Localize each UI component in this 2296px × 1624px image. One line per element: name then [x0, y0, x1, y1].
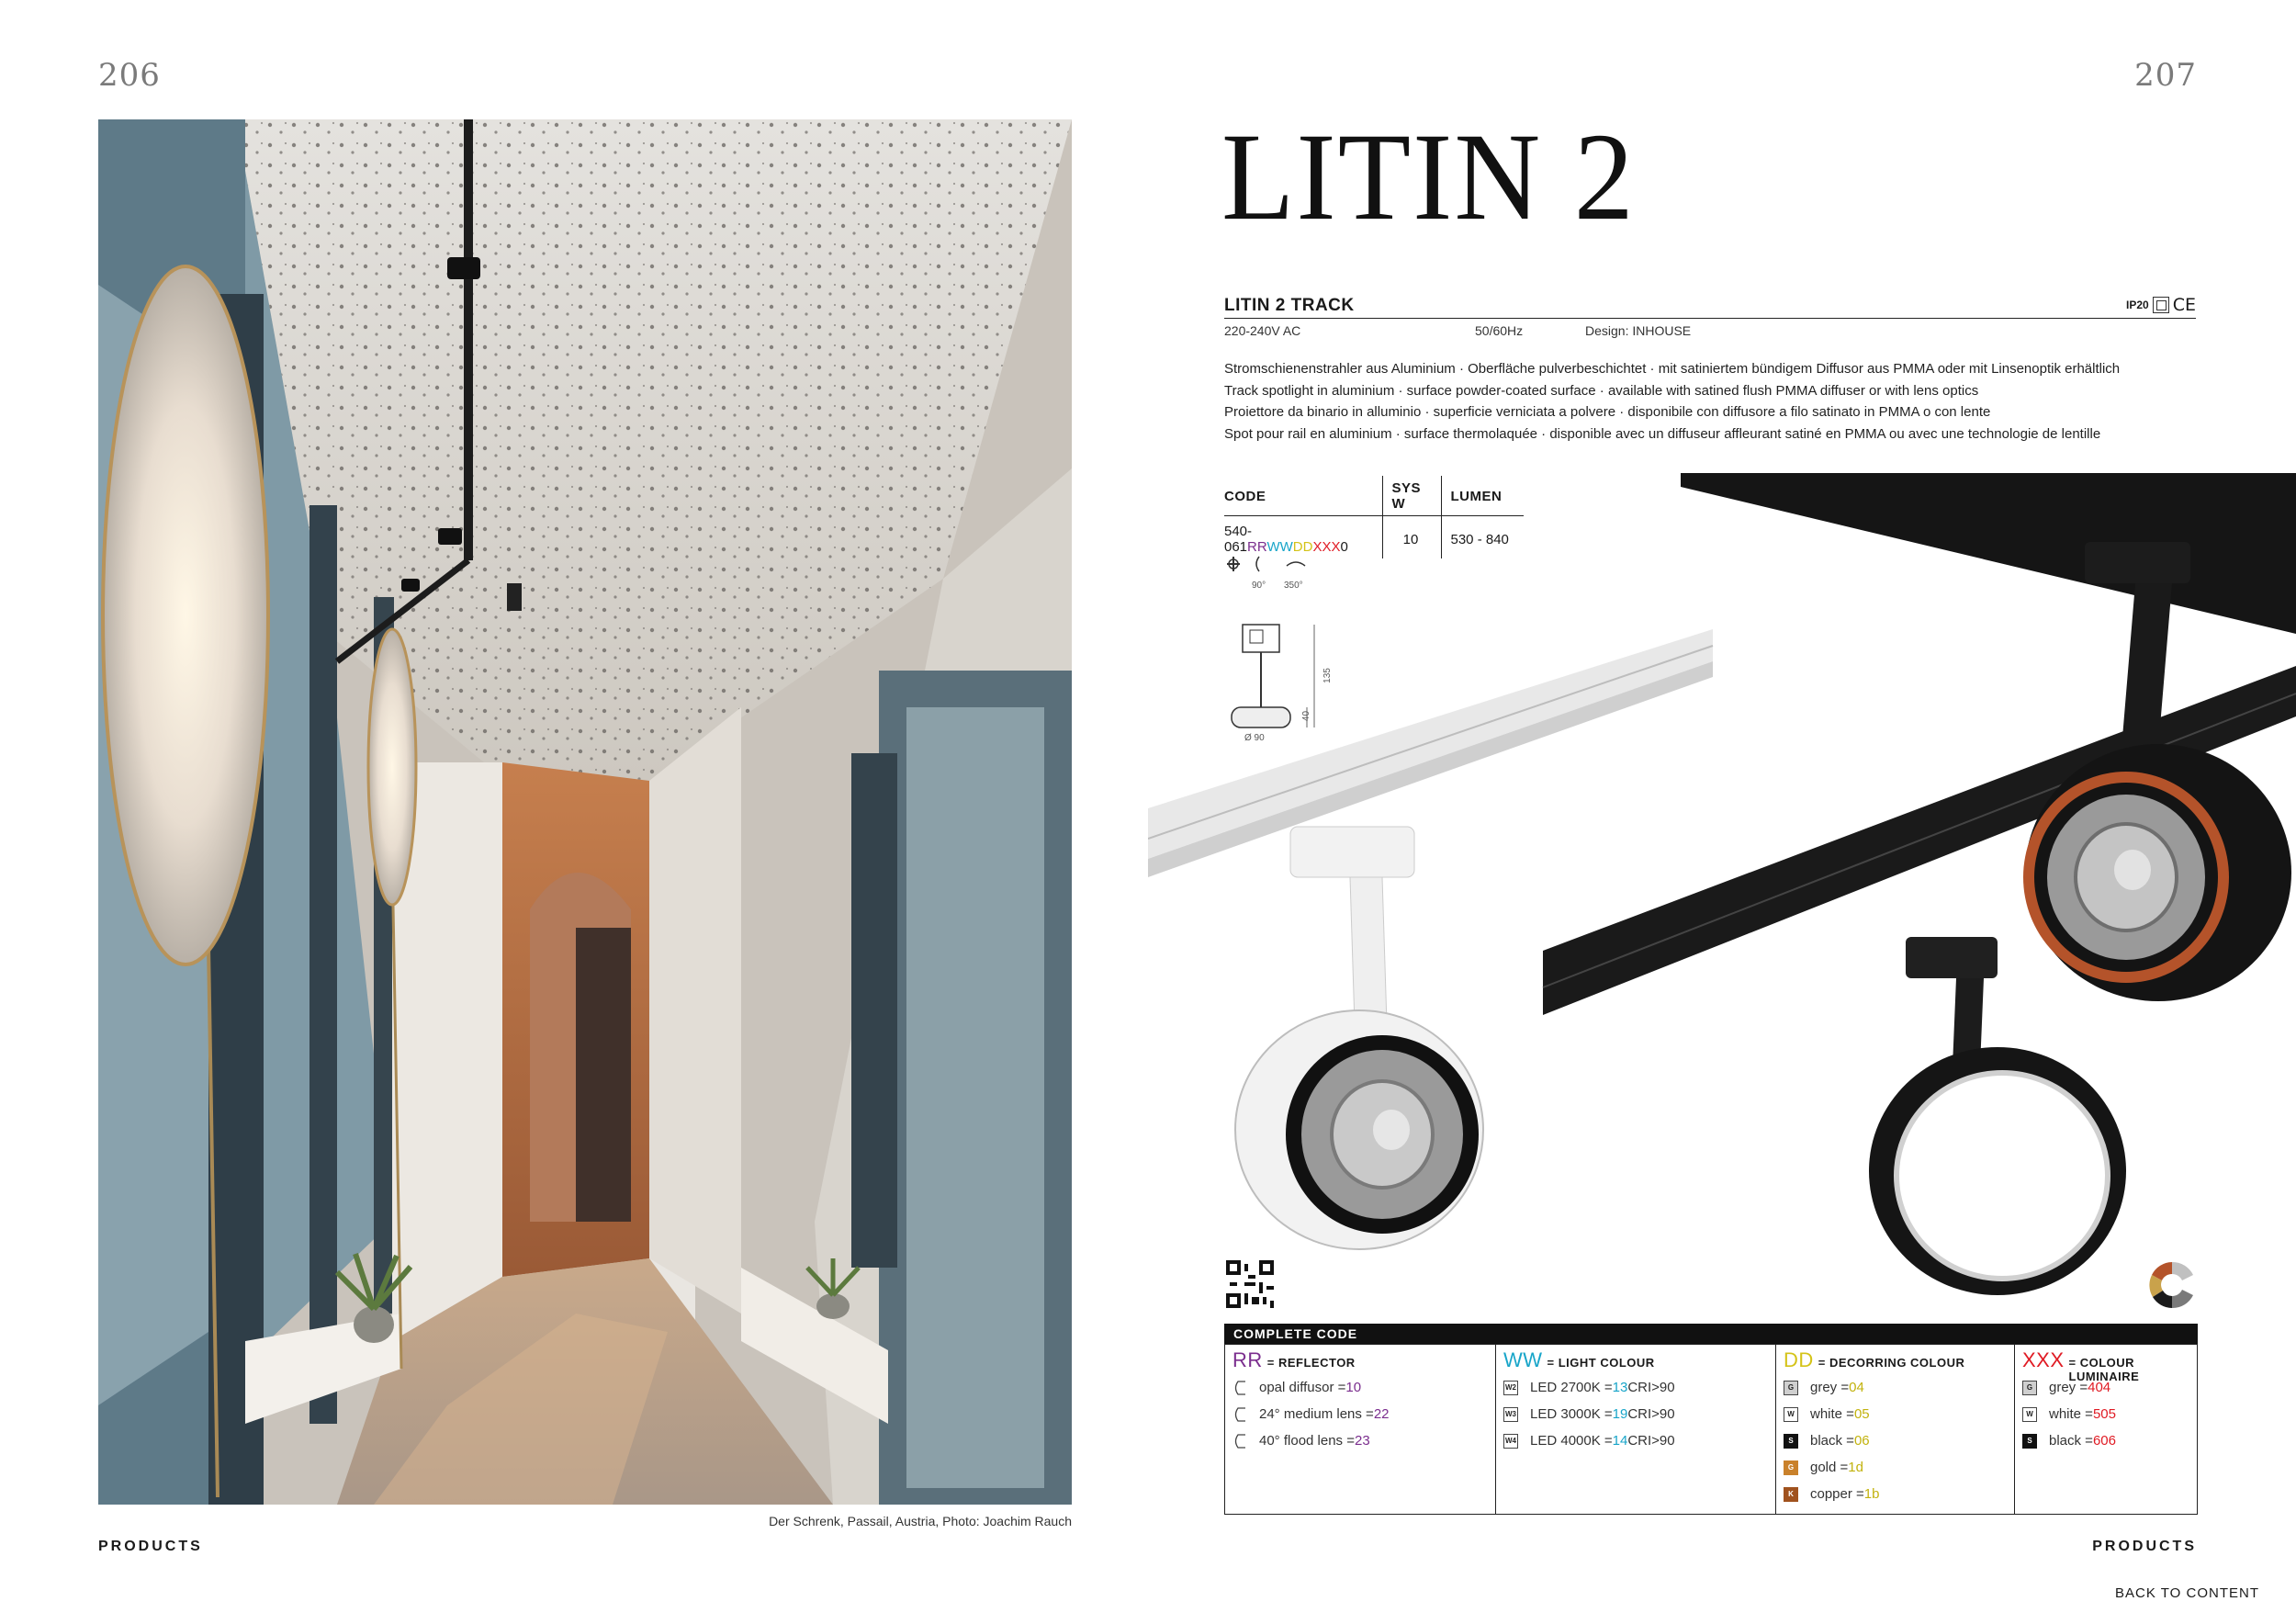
grey-swatch-icon: G	[1784, 1381, 1798, 1395]
colour-luminaire-column	[2015, 1345, 2197, 1514]
list-item: W white = 05	[1784, 1401, 2014, 1427]
qr-code[interactable]	[1226, 1260, 1274, 1308]
diffusor-icon	[1232, 1381, 1247, 1395]
grey-swatch-icon: G	[2022, 1381, 2037, 1395]
black-swatch-icon: S	[1784, 1434, 1798, 1449]
description-en: Track spotlight in aluminium · surface powder-coated surface · available with satined flush PMMA diffuser or with lens optics	[1224, 382, 1979, 399]
gold-swatch-icon: G	[1784, 1460, 1798, 1475]
medium-lens-icon	[1232, 1407, 1247, 1422]
back-to-content-link[interactable]: BACK TO CONTENT	[2115, 1585, 2259, 1601]
protection-class-icon	[2153, 297, 2169, 313]
lumen-range: 530 - 840	[1441, 516, 1524, 559]
white-swatch-icon: W	[2022, 1407, 2037, 1422]
products-label-left: PRODUCTS	[98, 1539, 203, 1554]
decorring-label: = DECORRING COLOUR	[1818, 1356, 1965, 1370]
design-credit: Design: INHOUSE	[1585, 323, 1692, 338]
certifications	[2126, 295, 2196, 315]
tilt-angle: 90°	[1252, 581, 1266, 591]
white-swatch-icon: W	[1784, 1407, 1798, 1422]
copper-swatch-icon: K	[1784, 1487, 1798, 1502]
list-item: 40° flood lens = 23	[1232, 1427, 1495, 1454]
luminaire-key: XXX	[2022, 1348, 2065, 1371]
code-header: CODE	[1224, 476, 1382, 516]
reflector-label: = REFLECTOR	[1266, 1356, 1356, 1370]
sysw-header: SYS W	[1382, 476, 1441, 516]
product-title: LITIN 2	[1221, 107, 1636, 247]
luminaire-label: = COLOUR LUMINAIRE	[2068, 1356, 2140, 1383]
page-number-right: 207	[2134, 57, 2197, 94]
led-w2-icon: W2	[1503, 1381, 1518, 1395]
description-fr: Spot pour rail en aluminium · surface thermolaquée · disponible avec un diffuseur affleurant satiné en PMMA ou avec une technologie de lentille	[1224, 425, 2101, 442]
page-number-left: 206	[98, 57, 161, 94]
ip-rating: IP20	[2126, 299, 2149, 311]
product-descriptions	[1224, 358, 2198, 445]
decorring-key: DD	[1784, 1348, 1814, 1371]
list-item: W3 LED 3000K = 19 CRI>90	[1505, 1406, 1675, 1422]
black-swatch-icon: S	[2022, 1434, 2037, 1449]
light-colour-key: WW	[1503, 1348, 1543, 1371]
list-item: S black = 06	[1784, 1427, 2014, 1454]
list-item: G gold = 1d	[1784, 1454, 2014, 1481]
description-it: Proiettore da binario in alluminio · superficie verniciata a polvere · disponibile con diffusore a filo satinato in PMMA o con lente	[1224, 404, 1991, 420]
lumen-header: LUMEN	[1441, 476, 1524, 516]
photo-caption: Der Schrenk, Passail, Austria, Photo: Joachim Rauch	[769, 1514, 1072, 1528]
list-item: W4 LED 4000K = 14 CRI>90	[1505, 1433, 1675, 1449]
list-item: K copper = 1b	[1784, 1481, 2014, 1507]
list-item: opal diffusor = 10	[1232, 1374, 1495, 1401]
system-watts: 10	[1382, 516, 1441, 559]
flood-lens-icon	[1232, 1434, 1247, 1449]
drawing-diameter: Ø 90	[1244, 733, 1265, 743]
frequency: 50/60Hz	[1475, 323, 1524, 338]
complete-code-header: COMPLETE CODE	[1224, 1324, 2198, 1344]
reflector-key: RR	[1232, 1348, 1263, 1371]
drawing-height: 135	[1322, 668, 1333, 683]
led-w4-icon: W4	[1503, 1434, 1518, 1449]
products-label-right: PRODUCTS	[2092, 1539, 2197, 1554]
list-item: S black = 606	[2022, 1427, 2197, 1454]
light-colour-label: = LIGHT COLOUR	[1547, 1356, 1655, 1370]
light-colour-column	[1496, 1345, 1776, 1514]
list-item: 24° medium lens = 22	[1232, 1401, 1495, 1427]
voltage: 220-240V AC	[1224, 323, 1301, 338]
ce-mark: CE	[2172, 295, 2196, 315]
reflector-column	[1225, 1345, 1496, 1514]
spec-header	[1224, 297, 2196, 319]
interior-photo	[98, 119, 1072, 1505]
drawing-body: 40	[1301, 710, 1312, 722]
decorring-colour-column	[1776, 1345, 2015, 1514]
product-code: 540-061RRWWDDXXX0	[1224, 524, 1348, 555]
list-item: W white = 505	[2022, 1401, 2197, 1427]
product-name: LITIN 2 TRACK	[1224, 296, 1355, 315]
description-de: Stromschienenstrahler aus Aluminium · Oberfläche pulverbeschichtet · mit satiniertem bündigem Diffusor aus PMMA oder mit Linsenoptik erhältlich	[1224, 361, 2121, 377]
complete-code-table	[1224, 1344, 2198, 1515]
rotate-angle: 350°	[1284, 581, 1303, 591]
product-image	[1148, 473, 2296, 1318]
led-w3-icon: W3	[1503, 1407, 1518, 1422]
list-item: G grey = 04	[1784, 1374, 2014, 1401]
list-item: G grey = 404	[2022, 1374, 2197, 1401]
colour-options-icon	[2145, 1258, 2199, 1312]
list-item: W2 LED 2700K = 13 CRI>90	[1505, 1380, 1675, 1395]
